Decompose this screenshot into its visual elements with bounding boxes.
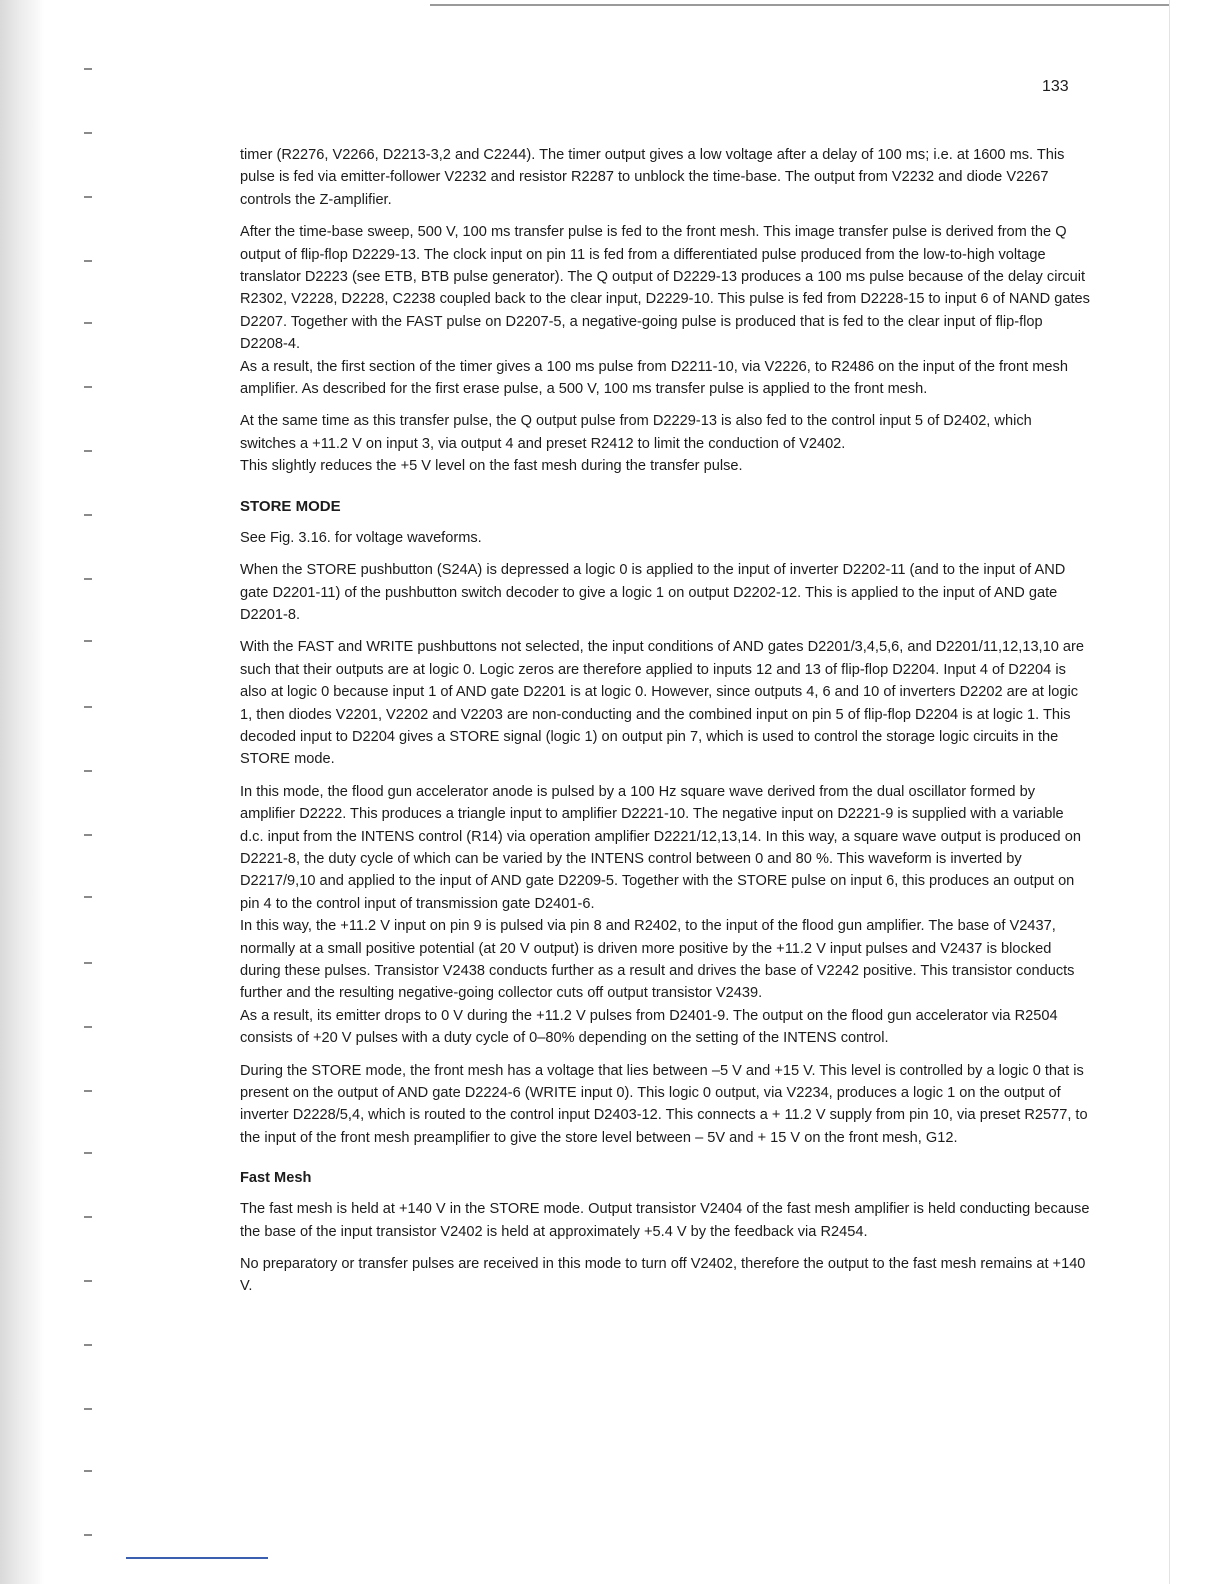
paragraph-fast-mesh-level: This slightly reduces the +5 V level on the fast mesh during the transfer pulse. (240, 458, 743, 475)
section-heading-store-mode: STORE MODE (240, 497, 341, 515)
page-body (240, 144, 1090, 1308)
paragraph-front-mesh-store-level: During the STORE mode, the front mesh has a voltage that lies between –5 V and +15 V. This level is controlled by a logic 0 that is present on the output of AND gate D2224-6 (WRITE input 0). This logic 0 output, via V2234, produces a logic 1 on the output of inverter D2228/5,4, which is routed to the control input D2403-12. This connects a + 11.2 V supply from pin 10, via preset R2577, to the input of the front mesh preamplifier to give the store level between – 5V and + 15 V on the front mesh, G12. (240, 1062, 1088, 1146)
paragraph-flood-gun-amplifier: In this way, the +11.2 V input on pin 9 is pulsed via pin 8 and R2402, to the input of the flood gun amplifier. The base of V2437, normally at a small positive potential (at 20 V output) is driven more positive by the +11.2 V input pulses and V2437 is blocked during these pulses. Transistor V2438 conducts further as a result and drives the base of V2242 positive. This transistor conducts further and the resulting negative-going collector cuts off output transistor V2439. (240, 918, 1075, 1002)
page-number: 133 (1042, 78, 1069, 95)
section-heading-fast-mesh: Fast Mesh (240, 1170, 312, 1187)
page-edge-shadow (0, 0, 44, 1584)
paragraph-emitter-drop: As a result, its emitter drops to 0 V during the +11.2 V pulses from D2401-9. The output on the flood gun accelerator via R2504 consists of +20 V pulses with a duty cycle of 0–80% depending on the setting of the INTENS control. (240, 1007, 1058, 1047)
paragraph-first-section-result: As a result, the first section of the timer gives a 100 ms pulse from D2211-10, via V2226, to R2486 on the input of the front mesh amplifier. As described for the first erase pulse, a 500 V, 100 ms transfer pulse is applied to the front mesh. (240, 358, 1068, 398)
paragraph-q-output-control: At the same time as this transfer pulse, the Q output pulse from D2229-13 is also fed to the control input 5 of D2402, which switches a +11.2 V on input 3, via output 4 and preset R2412 to limit the conduction of V2402. (240, 413, 1032, 452)
paragraph-see-figure: See Fig. 3.16. for voltage waveforms. (240, 529, 482, 546)
paragraph-no-preparatory-pulses: No preparatory or transfer pulses are received in this mode to turn off V2402, therefore the output to the fast mesh remains at +140 V. (240, 1256, 1086, 1295)
paragraph-gate-conditions: With the FAST and WRITE pushbuttons not selected, the input conditions of AND gates D2201/3,4,5,6, and D2201/11,12,13,10 are such that their outputs are at logic 0. Logic zeros are therefore applied to inputs 12 and 13 of flip-flop D2204. Input 4 of D2204 is also at logic 0 because input 1 of AND gate D2201 is at logic 0. However, since outputs 4, 6 and 10 of inverters D2202 are at logic 1, then diodes V2201, V2202 and V2203 are non-conducting and the combined input on pin 5 of flip-flop D2204 is at logic 1. This decoded input to D2204 gives a STORE signal (logic 1) on output pin 7, which is used to control the storage logic circuits in the STORE mode. (240, 639, 1084, 768)
right-page-edge (1169, 0, 1170, 1584)
paragraph-transfer-pulse: After the time-base sweep, 500 V, 100 ms transfer pulse is fed to the front mesh. This image transfer pulse is derived from the Q output of flip-flop D2229-13. The clock input on pin 11 is fed from a differentiated pulse produced from the low-to-high voltage translator D2223 (see ETB, BTB pulse generator). The Q output of D2229-13 produces a 100 ms pulse because of the delay circuit R2302, V2228, D2228, C2238 coupled back to the clear input, D2229-10. This pulse is fed from D2228-15 to input 6 of NAND gates D2207. Together with the FAST pulse on D2207-5, a negative-going pulse is produced that is fed to the clear input of flip-flop D2208-4. (240, 224, 1090, 353)
paragraph-store-pushbutton: When the STORE pushbutton (S24A) is depressed a logic 0 is applied to the input of inverter D2202-11 (and to the input of AND gate D2201-11) of the pushbutton switch decoder to give a logic 1 on output D2202-12. This is applied to the input of AND gate D2201-8. (240, 562, 1066, 623)
top-rule (430, 4, 1170, 6)
bottom-rule (126, 1557, 268, 1559)
binding-marks (80, 0, 100, 1584)
paragraph-timer-output: timer (R2276, V2266, D2213-3,2 and C2244). The timer output gives a low voltage after a delay of 100 ms; i.e. at 1600 ms. This pulse is fed via emitter-follower V2232 and resistor R2287 to unblock the time-base. The output from V2232 and diode V2267 controls the Z-amplifier. (240, 147, 1065, 208)
paragraph-flood-gun-pulse: In this mode, the flood gun accelerator anode is pulsed by a 100 Hz square wave derived from the dual oscillator formed by amplifier D2222. This produces a triangle input to amplifier D2221-10. The negative input on D2221-9 is supplied with a variable d.c. input from the INTENS control (R14) via operation amplifier D2221/12,13,14. In this way, a square wave output is produced on D2221-8, the duty cycle of which can be varied by the INTENS control between 0 and 80 %. This waveform is inverted by D2217/9,10 and applied to the input of AND gate D2209-5. Together with the STORE pulse on input 6, this produces an output on pin 4 to the control input of transmission gate D2401-6. (240, 783, 1081, 912)
paragraph-fast-mesh-held: The fast mesh is held at +140 V in the STORE mode. Output transistor V2404 of the fast mesh amplifier is held conducting because the base of the input transistor V2402 is held at approximately +5.4 V by the feedback via R2454. (240, 1201, 1090, 1240)
